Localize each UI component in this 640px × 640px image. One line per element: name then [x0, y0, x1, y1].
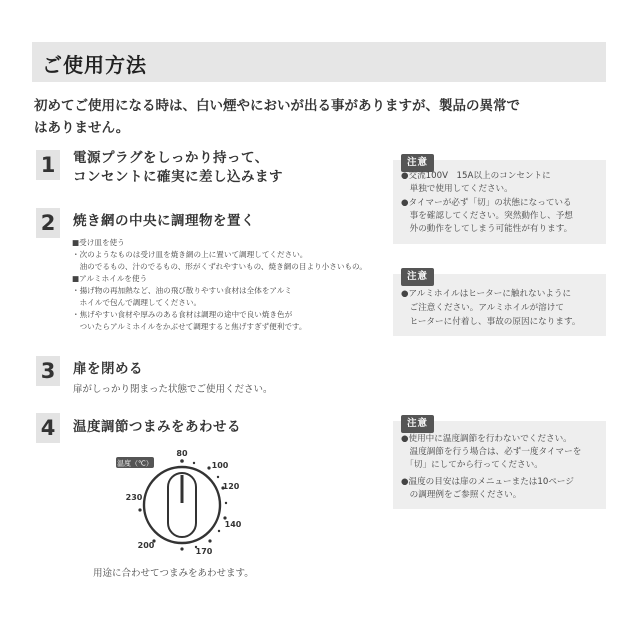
caution-note: [393, 157, 606, 244]
dial-label: 温度（℃）: [117, 459, 153, 468]
caution-badge: 注意: [401, 154, 434, 172]
detail-line: ついたらアルミホイルをかぶせて調理すると焦げすぎず便利です。: [72, 322, 307, 331]
step-number: 3: [36, 356, 60, 386]
section-header: [32, 42, 606, 82]
detail-line: ホイルで包んで調理してください。: [72, 298, 202, 307]
caution-badge: 注意: [401, 268, 434, 286]
intro-text: [34, 95, 609, 139]
caution-note: [393, 271, 606, 336]
detail-line: 油のでるもの、汁のでるもの、形がくずれやすいもの、焼き網の目より小さいもの。: [72, 262, 367, 271]
detail-line: ・揚げ物の再加熱など、油の飛び散りやすい食材は全体をアルミ: [72, 286, 292, 295]
dial-caption: 用途に合わせてつまみをあわせます。: [93, 568, 254, 579]
temperature-dial-illustration: [112, 448, 252, 568]
step-title-line: 電源プラグをしっかり持って、: [73, 150, 269, 166]
detail-line: ■受け皿を使う: [72, 238, 125, 247]
detail-line: ・次のようなものは受け皿を焼き網の上に置いて調理してください。: [72, 250, 308, 259]
note-line: ご注意ください。アルミホイルが溶けて: [401, 303, 564, 313]
caution-note: [393, 418, 606, 509]
note-line: ヒーターに付着し、事故の原因になります。: [401, 317, 581, 327]
dial-tick-label: 120: [222, 482, 240, 491]
step-title: 温度調節つまみをあわせる: [73, 419, 241, 435]
step-number: 2: [36, 208, 60, 238]
detail-line: ・焦げやすい食材や厚みのある食材は調理の途中で良い焼き色が: [72, 310, 293, 319]
note-line: ●タイマーが必ず「切」の状態になっている: [401, 198, 572, 208]
step-title-line: コンセントに確実に差し込みます: [73, 169, 283, 185]
page-title: ご使用方法: [42, 53, 147, 77]
dial-tick-label: 80: [176, 449, 188, 458]
note-line: ●温度の目安は扉のメニューまたは10ページ: [401, 477, 574, 487]
intro-line: 初めてご使用になる時は、白い煙やにおいが出る事がありますが、製品の異常で: [34, 98, 520, 114]
note-line: ●使用中に温度調節を行わないでください。: [401, 434, 572, 444]
note-line: の調理例をご参照ください。: [401, 490, 522, 500]
note-line: 「切」にしてから行ってください。: [401, 460, 543, 470]
dial-tick-label: 100: [211, 461, 229, 470]
step-number: 1: [36, 150, 60, 180]
step-title: [73, 149, 283, 187]
detail-line: ■アルミホイルを使う: [72, 274, 148, 283]
temperature-dial: [112, 448, 252, 568]
note-line: ●アルミホイルはヒーターに触れないように: [401, 289, 572, 299]
intro-line: はありません。: [34, 120, 130, 136]
step-number: 4: [36, 413, 60, 443]
dial-tick-label: 200: [137, 541, 155, 550]
dial-tick-label: 140: [224, 520, 242, 529]
step-title: 扉を閉める: [73, 361, 143, 377]
step-details: [72, 237, 367, 333]
note-line: 事を確認してください。突然動作し、予想: [401, 211, 573, 221]
note-line: 外の動作をしてしまう可能性が有ります。: [401, 224, 573, 234]
step-sub: 扉がしっかり閉まった状態でご使用ください。: [73, 384, 273, 395]
note-line: ●交流100V 15A以上のコンセントに: [401, 171, 551, 181]
dial-tick-label: 230: [125, 493, 143, 502]
step-title: 焼き網の中央に調理物を置く: [73, 213, 255, 229]
note-line: 温度調節を行う場合は、必ず一度タイマーを: [401, 447, 582, 457]
dial-tick-label: 170: [195, 547, 213, 556]
note-line: 単独で使用してください。: [401, 184, 513, 194]
caution-badge: 注意: [401, 415, 434, 433]
